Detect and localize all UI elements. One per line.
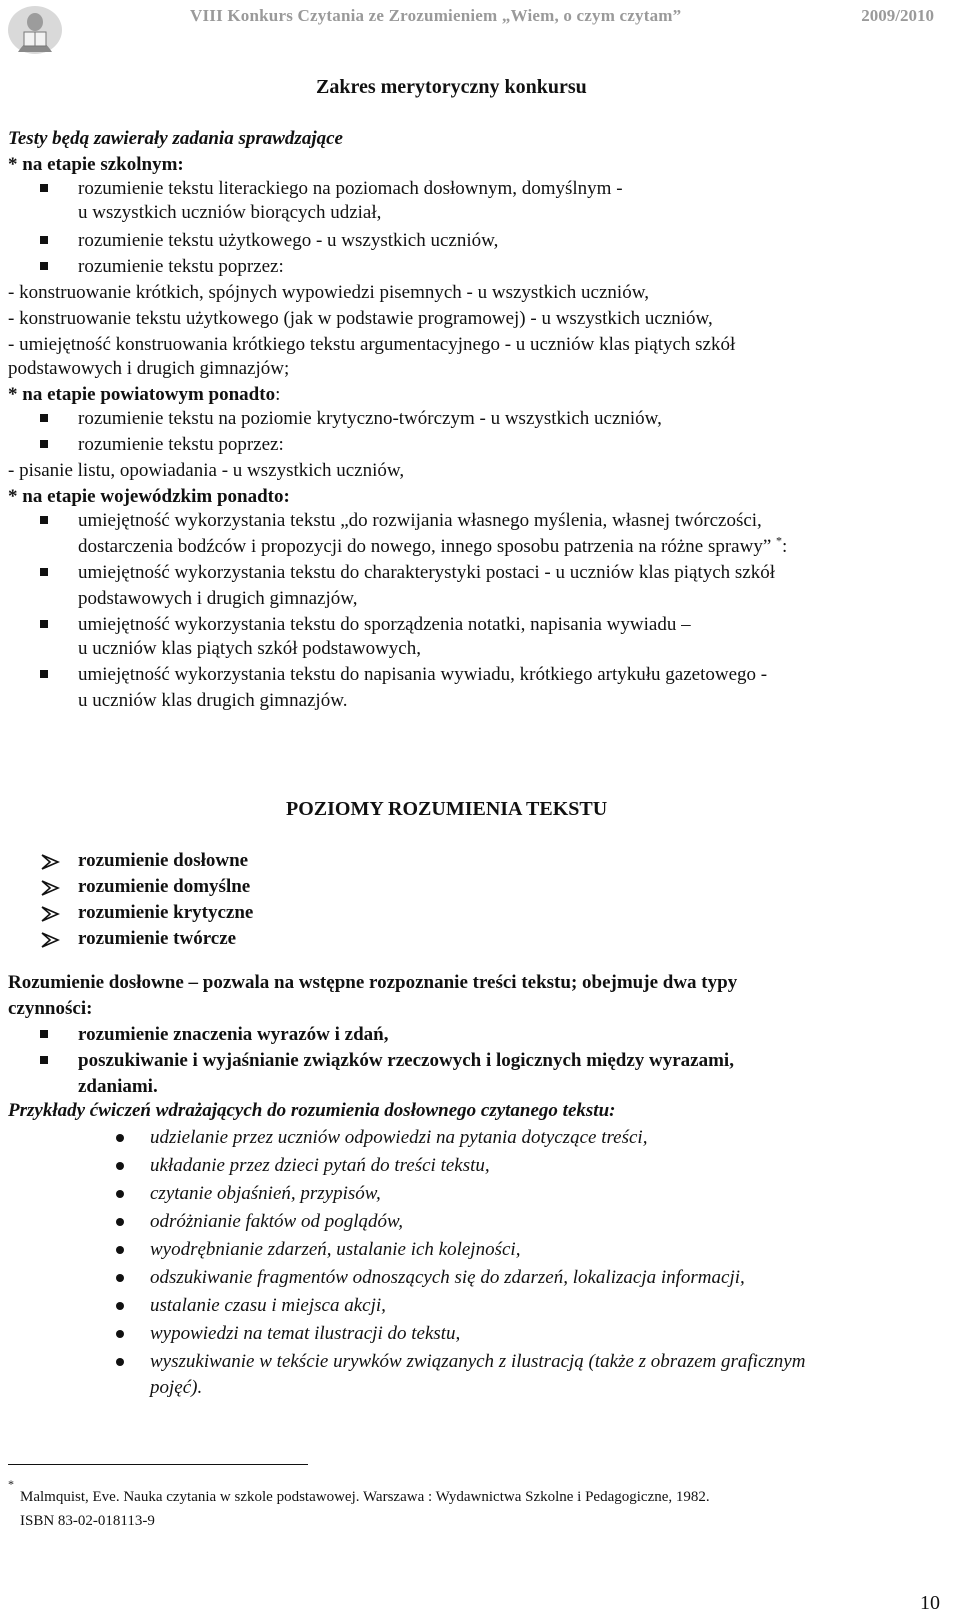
level-item: rozumienie twórcze <box>78 928 237 949</box>
footnote-text: Malmquist, Eve. Nauka czytania w szkole podstawowej. Warszawa : Wydawnictwa Szkolne i Pedagogiczne, 1982. <box>20 1489 710 1505</box>
bullet-dot-icon <box>116 1190 124 1198</box>
bullet-square-icon <box>40 440 48 448</box>
arrow-bullet-icon <box>40 854 60 870</box>
bullet-square-icon <box>40 620 48 628</box>
level-item: rozumienie krytyczne <box>78 902 254 923</box>
examples-title: Przykłady ćwiczeń wdrażających do rozumienia dosłownego czytanego tekstu: <box>8 1100 616 1121</box>
dash-item-cont: podstawowych i drugich gimnazjów; <box>8 358 290 379</box>
level-item: rozumienie domyślne <box>78 876 251 897</box>
level-item: rozumienie dosłowne <box>78 850 249 871</box>
bullet-dot-icon <box>116 1302 124 1310</box>
list-item-cont: u wszystkich uczniów biorących udział, <box>78 202 382 223</box>
example-item: udzielanie przez uczniów odpowiedzi na pytania dotyczące treści, <box>150 1127 648 1148</box>
list-item: rozumienie tekstu literackiego na poziomach dosłownym, domyślnym - <box>78 178 623 199</box>
example-item: odszukiwanie fragmentów odnoszących się do zdarzeń, lokalizacja informacji, <box>150 1267 745 1288</box>
list-item: rozumienie tekstu poprzez: <box>78 434 284 455</box>
list-item: poszukiwanie i wyjaśnianie związków rzeczowych i logicznych między wyrazami, <box>78 1050 734 1071</box>
stage-county-colon: : <box>275 384 281 405</box>
bullet-square-icon <box>40 262 48 270</box>
bullet-dot-icon <box>116 1274 124 1282</box>
stage-voivodeship-heading: * na etapie wojewódzkim ponadto: <box>8 486 290 507</box>
example-item: wyodrębnianie zdarzeń, ustalanie ich kolejności, <box>150 1239 521 1260</box>
arrow-bullet-icon <box>40 906 60 922</box>
bullet-dot-icon <box>116 1358 124 1366</box>
footnote-ref: * <box>776 533 783 548</box>
bullet-dot-icon <box>116 1162 124 1170</box>
example-item: wyszukiwanie w tekście urywków związanych z ilustracją (także z obrazem graficznym <box>150 1351 806 1372</box>
literal-intro-cont: czynności: <box>8 998 93 1019</box>
list-item: rozumienie tekstu poprzez: <box>78 256 284 277</box>
page-header <box>0 0 960 62</box>
section-heading: Zakres merytoryczny konkursu <box>316 76 587 98</box>
bullet-square-icon <box>40 516 48 524</box>
stage-county-label: * na etapie powiatowym ponadto <box>8 384 276 405</box>
arrow-bullet-icon <box>40 880 60 896</box>
contest-logo-icon <box>4 2 66 58</box>
list-item-cont <box>78 533 788 558</box>
list-item-cont: zdaniami. <box>78 1076 158 1097</box>
bullet-square-icon <box>40 1030 48 1038</box>
bullet-dot-icon <box>116 1134 124 1142</box>
list-item-cont: podstawowych i drugich gimnazjów, <box>78 588 358 609</box>
example-item-cont: pojęć). <box>150 1377 203 1398</box>
example-item: czytanie objaśnień, przypisów, <box>150 1183 381 1204</box>
dash-item: - konstruowanie tekstu użytkowego (jak w podstawie programowej) - u wszystkich uczniów, <box>8 308 713 329</box>
dash-item: - konstruowanie krótkich, spójnych wypowiedzi pisemnych - u wszystkich uczniów, <box>8 282 649 303</box>
arrow-bullet-icon <box>40 932 60 948</box>
footnote-separator <box>8 1464 308 1465</box>
bullet-square-icon <box>40 670 48 678</box>
dash-item: - umiejętność konstruowania krótkiego tekstu argumentacyjnego - u uczniów klas piątych szkół <box>8 334 736 355</box>
bullet-square-icon <box>40 1056 48 1064</box>
example-item: układanie przez dzieci pytań do treści tekstu, <box>150 1155 490 1176</box>
list-item: rozumienie tekstu na poziomie krytyczno-twórczym - u wszystkich uczniów, <box>78 408 662 429</box>
example-item: wypowiedzi na temat ilustracji do tekstu, <box>150 1323 461 1344</box>
list-item: rozumienie znaczenia wyrazów i zdań, <box>78 1024 389 1045</box>
bullet-square-icon <box>40 236 48 244</box>
colon: : <box>782 536 788 557</box>
list-item-cont: u uczniów klas drugich gimnazjów. <box>78 690 348 711</box>
list-item: umiejętność wykorzystania tekstu do napisania wywiadu, krótkiego artykułu gazetowego - <box>78 664 768 685</box>
list-item: umiejętność wykorzystania tekstu „do rozwijania własnego myślenia, własnej twórczości, <box>78 510 762 531</box>
bullet-square-icon <box>40 414 48 422</box>
bullet-dot-icon <box>116 1330 124 1338</box>
list-item-text: dostarczenia bodźców i propozycji do nowego, innego sposobu patrzenia na różne sprawy” <box>78 536 772 557</box>
list-item: umiejętność wykorzystania tekstu do charakterystyki postaci - u uczniów klas piątych szkół <box>78 562 776 583</box>
footnote-isbn: ISBN 83-02-018113-9 <box>20 1513 155 1529</box>
dash-item: - pisanie listu, opowiadania - u wszystkich uczniów, <box>8 460 405 481</box>
page-number: 10 <box>920 1592 940 1614</box>
list-item-cont: u uczniów klas piątych szkół podstawowych, <box>78 638 421 659</box>
example-item: odróżnianie faktów od poglądów, <box>150 1211 403 1232</box>
bullet-square-icon <box>40 184 48 192</box>
bullet-square-icon <box>40 568 48 576</box>
levels-heading: POZIOMY ROZUMIENIA TEKSTU <box>286 798 608 820</box>
bullet-dot-icon <box>116 1246 124 1254</box>
bullet-dot-icon <box>116 1218 124 1226</box>
header-title: VIII Konkurs Czytania ze Zrozumieniem „Wiem, o czym czytam” <box>190 6 682 25</box>
literal-intro: Rozumienie dosłowne – pozwala na wstępne rozpoznanie treści tekstu; obejmuje dwa typy <box>8 972 738 993</box>
stage-county-heading <box>8 384 280 406</box>
list-item: umiejętność wykorzystania tekstu do sporządzenia notatki, napisania wywiadu – <box>78 614 691 635</box>
footnote-mark: * <box>8 1477 14 1491</box>
header-year: 2009/2010 <box>861 6 934 25</box>
list-item: rozumienie tekstu użytkowego - u wszystkich uczniów, <box>78 230 499 251</box>
example-item: ustalanie czasu i miejsca akcji, <box>150 1295 386 1316</box>
stage-school-heading: * na etapie szkolnym: <box>8 154 184 175</box>
intro-line: Testy będą zawierały zadania sprawdzające <box>8 128 343 149</box>
